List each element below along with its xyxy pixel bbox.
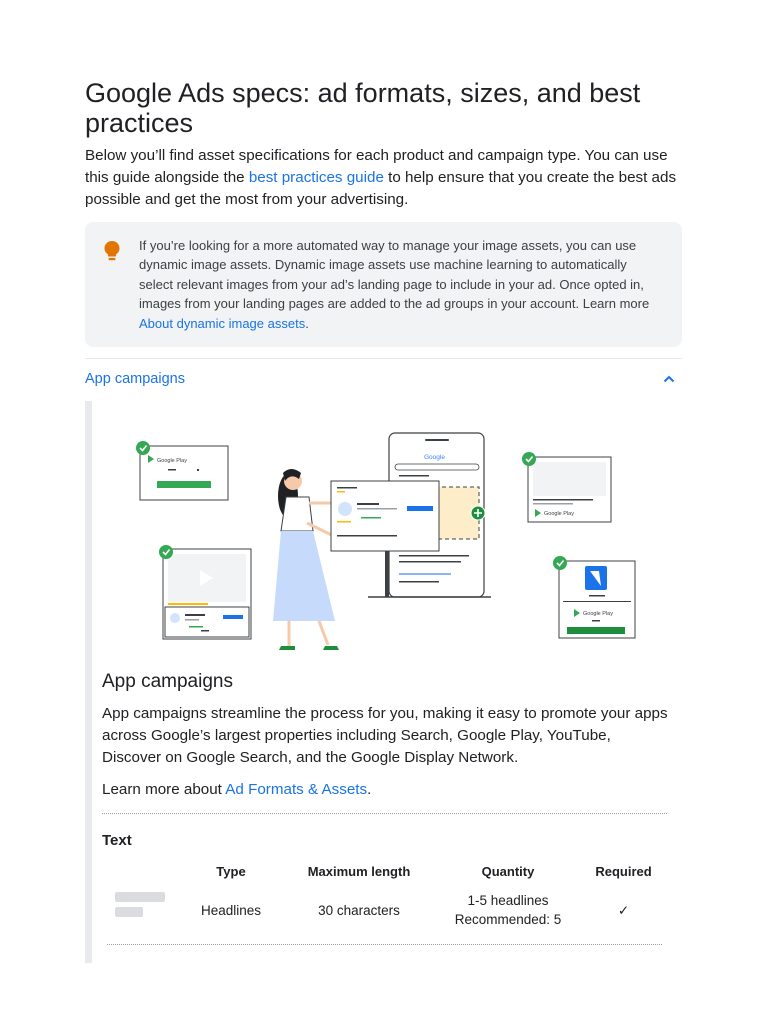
section-description: App campaigns streamline the process for you, making it easy to promote your apps across Google’s largest properties including Search, Google Play, YouTube, Discover on Google Search, and the Google Display Network.: [102, 705, 668, 766]
cell-quantity: [443, 891, 573, 929]
accordion-panel: [85, 401, 682, 963]
section-heading: App campaigns: [102, 671, 233, 692]
center-ad-card: [331, 481, 439, 551]
learn-more-suffix: .: [367, 781, 372, 798]
google-play-label-3: Google Play: [583, 611, 613, 617]
col-header-max-length: Maximum length: [307, 864, 411, 879]
dynamic-image-callout: [85, 222, 682, 347]
quantity-line-1: 1-5 headlines: [467, 893, 549, 908]
google-play-label-2: Google Play: [544, 511, 574, 517]
cell-type: Headlines: [200, 903, 262, 918]
best-practices-link[interactable]: best practices guide: [248, 169, 384, 186]
learn-more-prefix: Learn more about: [102, 781, 226, 798]
google-logo-text: Google: [424, 454, 445, 461]
col-header-required: Required: [595, 864, 652, 879]
display-card-topright: [522, 452, 611, 522]
cell-required-check: ✓: [617, 903, 630, 918]
dotted-divider: [102, 813, 667, 814]
cell-max-length: 30 characters: [318, 903, 400, 918]
col-header-quantity: Quantity: [481, 864, 535, 879]
accordion-app-campaigns[interactable]: [85, 366, 682, 394]
text-table-title: Text: [102, 832, 132, 849]
dynamic-image-assets-link[interactable]: About dynamic image assets: [139, 315, 306, 331]
divider: [85, 358, 682, 359]
video-card: [159, 545, 251, 639]
lightbulb-icon: [103, 240, 121, 262]
callout-body: If you’re looking for a more automated way to manage your image assets, you can use dynamic image assets. Dynamic image assets use machine learning to automatically select relevant images from your ad’s landing page to include in your ad. Once opted in, images from your landing pages are added to the ad groups in your account. Learn more: [139, 238, 650, 312]
row-thumbnail-placeholder: [115, 892, 165, 902]
chevron-up-icon[interactable]: [662, 372, 676, 386]
callout-text: [139, 236, 659, 333]
quantity-line-2: Recommended: 5: [454, 912, 562, 927]
panel-left-bar: [85, 401, 92, 963]
learn-more-line: [102, 779, 371, 801]
app-campaigns-illustration: [123, 431, 643, 653]
intro-paragraph: [85, 145, 685, 211]
col-header-type: Type: [216, 864, 246, 879]
row-thumbnail-placeholder: [115, 907, 143, 917]
google-play-label-1: Google Play: [157, 458, 187, 464]
dotted-divider: [107, 944, 662, 945]
google-play-card-topleft: [136, 441, 228, 500]
callout-period: .: [305, 315, 309, 331]
ad-formats-assets-link[interactable]: Ad Formats & Assets: [225, 781, 368, 798]
intro-text-start: Below you’ll find asset specifications for each product and campaign type. You can use this guide alongside the: [85, 147, 668, 186]
intro-text-end: to help ensure that you create the best ads possible and get the most from your advertising.: [85, 169, 677, 208]
app-install-card: [553, 556, 635, 638]
page-title: Google Ads specs: ad formats, sizes, and best practices: [85, 78, 641, 138]
accordion-label: App campaigns: [85, 371, 185, 387]
